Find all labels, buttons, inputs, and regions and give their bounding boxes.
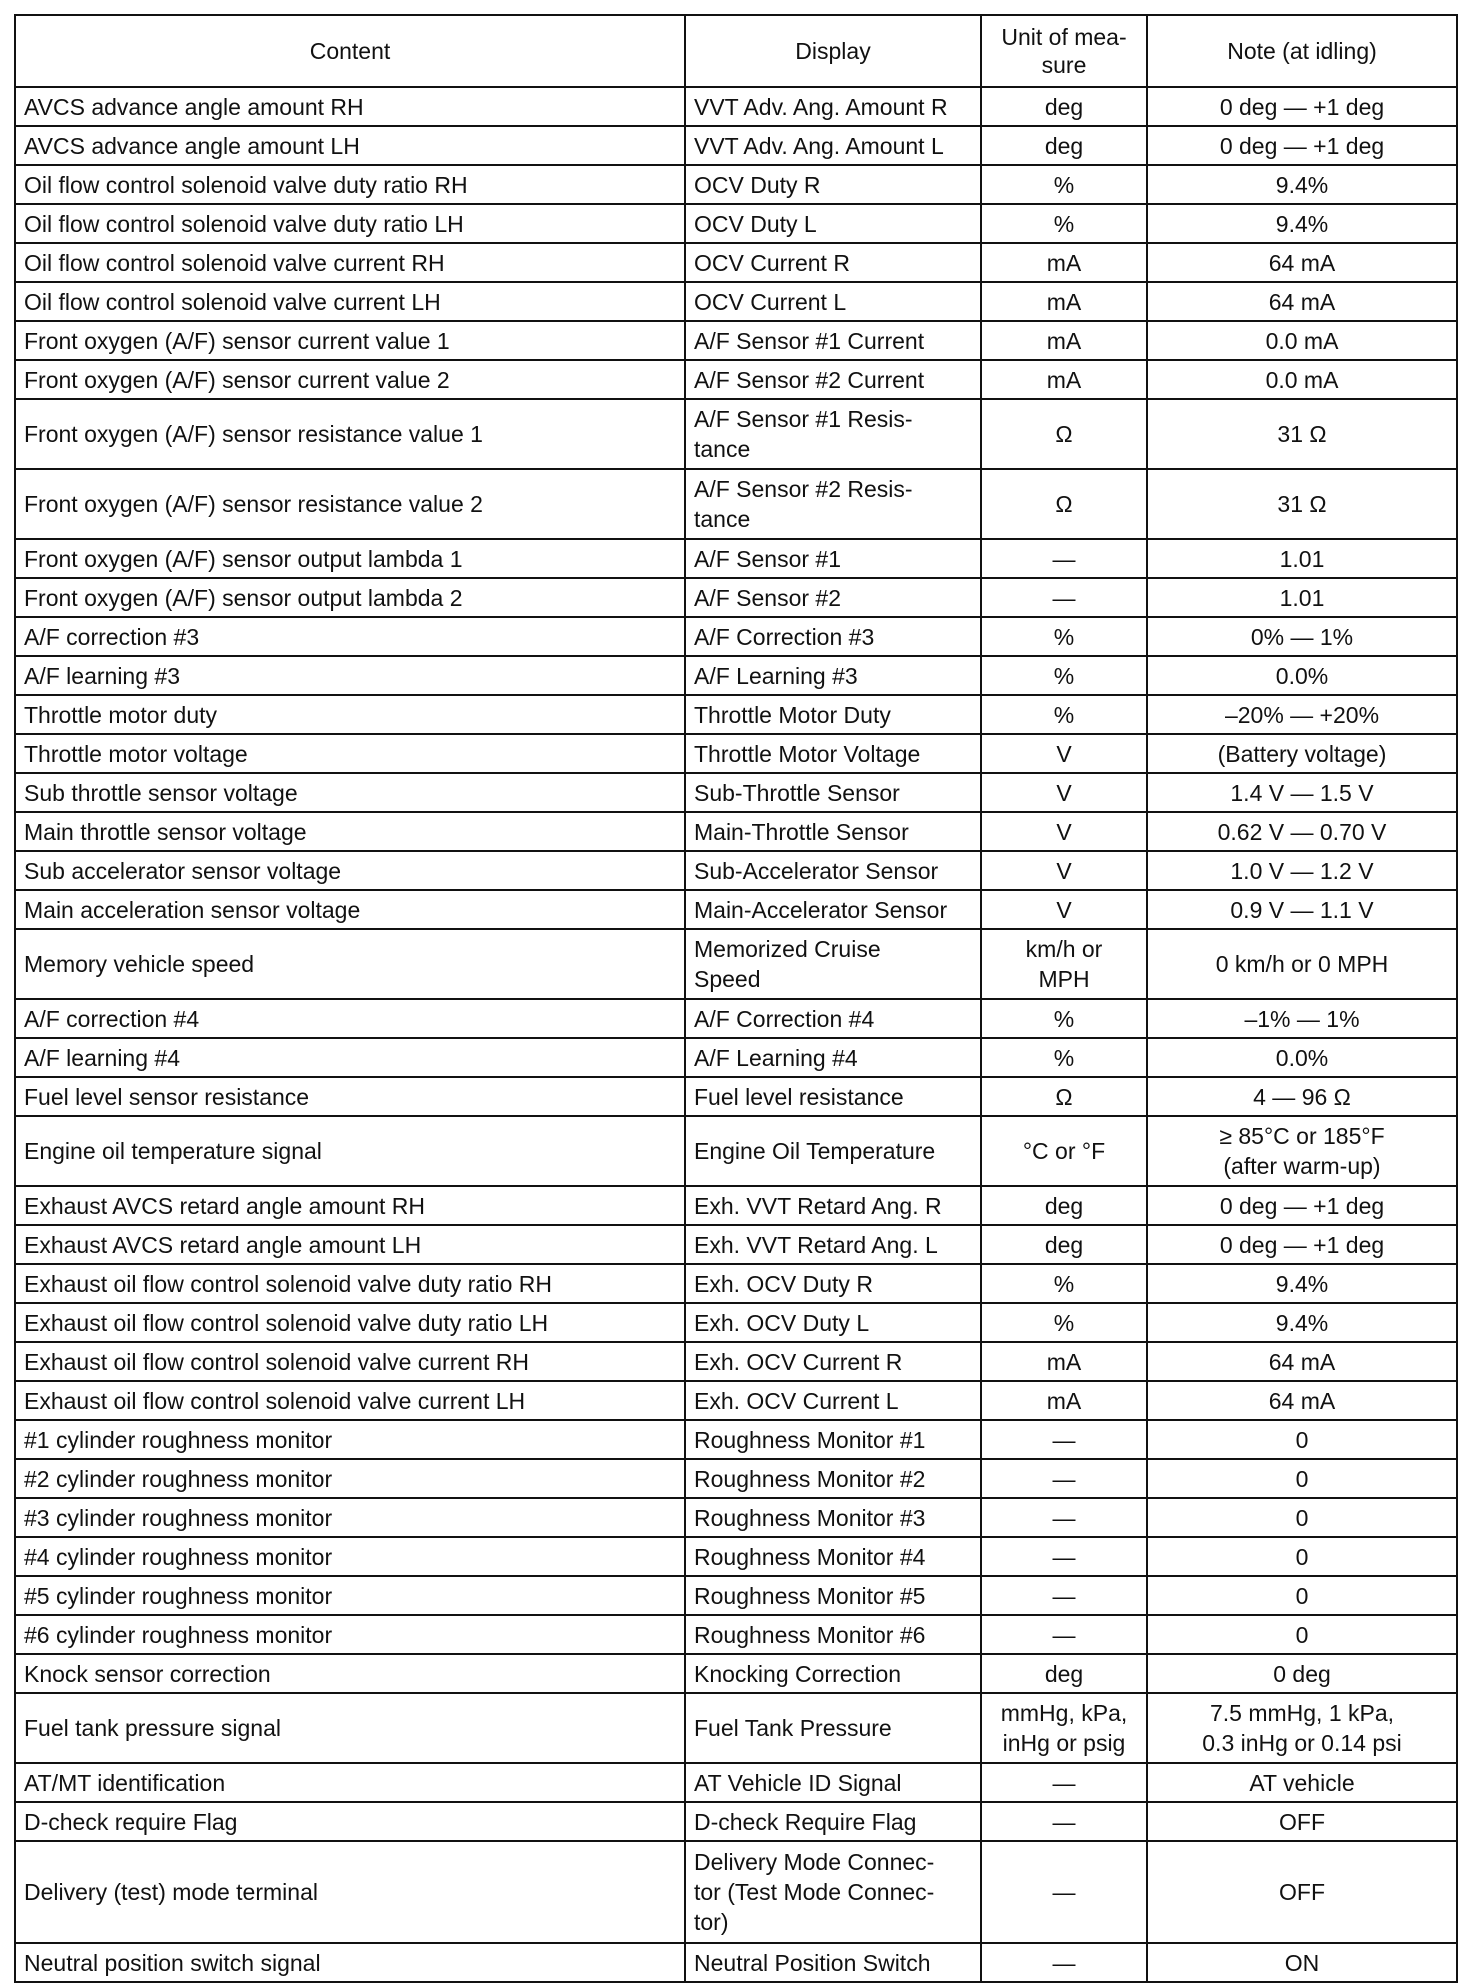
cell-note: 0: [1147, 1420, 1457, 1459]
cell-content: Throttle motor voltage: [15, 734, 685, 773]
cell-note: 0.9 V — 1.1 V: [1147, 890, 1457, 929]
cell-unit: %: [981, 656, 1147, 695]
cell-unit: —: [981, 1498, 1147, 1537]
cell-display: OCV Current L: [685, 282, 981, 321]
cell-display: Exh. VVT Retard Ang. R: [685, 1186, 981, 1225]
cell-display: A/F Sensor #1 Current: [685, 321, 981, 360]
cell-note: 9.4%: [1147, 165, 1457, 204]
cell-note: 7.5 mmHg, 1 kPa, 0.3 inHg or 0.14 psi: [1147, 1693, 1457, 1763]
cell-note: 31 Ω: [1147, 469, 1457, 539]
cell-note: 0: [1147, 1537, 1457, 1576]
cell-content: Memory vehicle speed: [15, 929, 685, 999]
table-row: [15, 1186, 1457, 1225]
table-row: [15, 1459, 1457, 1498]
cell-unit: —: [981, 578, 1147, 617]
table-row: [15, 578, 1457, 617]
column-header-unit: Unit of mea- sure: [981, 15, 1147, 87]
table-row: [15, 1576, 1457, 1615]
table-row: [15, 1420, 1457, 1459]
table-row: [15, 929, 1457, 999]
cell-display: A/F Sensor #2 Resis- tance: [685, 469, 981, 539]
cell-display: OCV Duty L: [685, 204, 981, 243]
cell-unit: deg: [981, 126, 1147, 165]
cell-display: Exh. OCV Duty L: [685, 1303, 981, 1342]
cell-content: AT/MT identification: [15, 1763, 685, 1802]
table-row: [15, 734, 1457, 773]
cell-unit: —: [981, 1420, 1147, 1459]
cell-content: Neutral position switch signal: [15, 1943, 685, 1982]
cell-display: A/F Correction #4: [685, 999, 981, 1038]
cell-note: 1.4 V — 1.5 V: [1147, 773, 1457, 812]
cell-content: Exhaust oil flow control solenoid valve duty ratio RH: [15, 1264, 685, 1303]
table-row: [15, 617, 1457, 656]
column-header-display: Display: [685, 15, 981, 87]
cell-note: (Battery voltage): [1147, 734, 1457, 773]
cell-unit: V: [981, 890, 1147, 929]
cell-unit: mA: [981, 360, 1147, 399]
cell-unit: —: [981, 1459, 1147, 1498]
cell-display: Roughness Monitor #4: [685, 1537, 981, 1576]
cell-unit: mA: [981, 321, 1147, 360]
cell-unit: deg: [981, 1186, 1147, 1225]
cell-note: 1.0 V — 1.2 V: [1147, 851, 1457, 890]
cell-unit: Ω: [981, 1077, 1147, 1116]
table-row: [15, 243, 1457, 282]
cell-content: Main throttle sensor voltage: [15, 812, 685, 851]
cell-unit: %: [981, 999, 1147, 1038]
cell-display: Knocking Correction: [685, 1654, 981, 1693]
table-row: [15, 1342, 1457, 1381]
cell-content: Throttle motor duty: [15, 695, 685, 734]
cell-display: A/F Learning #3: [685, 656, 981, 695]
cell-content: Main acceleration sensor voltage: [15, 890, 685, 929]
cell-content: Front oxygen (A/F) sensor resistance value 2: [15, 469, 685, 539]
cell-display: A/F Learning #4: [685, 1038, 981, 1077]
cell-unit: —: [981, 539, 1147, 578]
cell-display: AT Vehicle ID Signal: [685, 1763, 981, 1802]
cell-display: A/F Correction #3: [685, 617, 981, 656]
cell-note: 0: [1147, 1576, 1457, 1615]
cell-note: 1.01: [1147, 578, 1457, 617]
cell-unit: mA: [981, 282, 1147, 321]
cell-display: Exh. OCV Current L: [685, 1381, 981, 1420]
cell-content: A/F correction #3: [15, 617, 685, 656]
table-row: [15, 282, 1457, 321]
table-row: [15, 656, 1457, 695]
cell-unit: —: [981, 1802, 1147, 1841]
cell-content: Front oxygen (A/F) sensor current value 2: [15, 360, 685, 399]
table-row: [15, 1381, 1457, 1420]
cell-unit: —: [981, 1763, 1147, 1802]
cell-display: Main-Accelerator Sensor: [685, 890, 981, 929]
cell-unit: mA: [981, 1381, 1147, 1420]
cell-unit: mmHg, kPa, inHg or psig: [981, 1693, 1147, 1763]
cell-note: 9.4%: [1147, 1264, 1457, 1303]
cell-note: 0: [1147, 1498, 1457, 1537]
table-row: [15, 399, 1457, 469]
spec-table-page: [14, 14, 1456, 1983]
table-row: [15, 126, 1457, 165]
cell-unit: deg: [981, 1654, 1147, 1693]
cell-note: 9.4%: [1147, 1303, 1457, 1342]
cell-content: Front oxygen (A/F) sensor resistance value 1: [15, 399, 685, 469]
table-row: [15, 999, 1457, 1038]
cell-unit: %: [981, 695, 1147, 734]
cell-content: #4 cylinder roughness monitor: [15, 1537, 685, 1576]
cell-note: OFF: [1147, 1802, 1457, 1841]
table-row: [15, 1303, 1457, 1342]
cell-note: 1.01: [1147, 539, 1457, 578]
cell-unit: %: [981, 165, 1147, 204]
table-body: [15, 87, 1457, 1982]
cell-note: 0% — 1%: [1147, 617, 1457, 656]
cell-content: Exhaust oil flow control solenoid valve current RH: [15, 1342, 685, 1381]
cell-note: 4 — 96 Ω: [1147, 1077, 1457, 1116]
cell-unit: deg: [981, 87, 1147, 126]
cell-content: #2 cylinder roughness monitor: [15, 1459, 685, 1498]
cell-content: Exhaust oil flow control solenoid valve duty ratio LH: [15, 1303, 685, 1342]
cell-display: Roughness Monitor #1: [685, 1420, 981, 1459]
cell-content: Engine oil temperature signal: [15, 1116, 685, 1186]
cell-content: Exhaust oil flow control solenoid valve current LH: [15, 1381, 685, 1420]
cell-content: #3 cylinder roughness monitor: [15, 1498, 685, 1537]
cell-content: #6 cylinder roughness monitor: [15, 1615, 685, 1654]
table-row: [15, 1116, 1457, 1186]
cell-note: 0 deg — +1 deg: [1147, 1186, 1457, 1225]
cell-content: D-check require Flag: [15, 1802, 685, 1841]
table-row: [15, 469, 1457, 539]
table-row: [15, 851, 1457, 890]
cell-unit: V: [981, 734, 1147, 773]
cell-note: 0 deg — +1 deg: [1147, 1225, 1457, 1264]
cell-note: 64 mA: [1147, 1342, 1457, 1381]
cell-display: Throttle Motor Duty: [685, 695, 981, 734]
table-row: [15, 165, 1457, 204]
cell-content: Front oxygen (A/F) sensor output lambda 1: [15, 539, 685, 578]
table-row: [15, 360, 1457, 399]
cell-note: 0: [1147, 1615, 1457, 1654]
table-row: [15, 321, 1457, 360]
cell-unit: %: [981, 1264, 1147, 1303]
cell-content: Exhaust AVCS retard angle amount LH: [15, 1225, 685, 1264]
cell-content: Delivery (test) mode terminal: [15, 1841, 685, 1943]
column-header-note: Note (at idling): [1147, 15, 1457, 87]
cell-display: A/F Sensor #2 Current: [685, 360, 981, 399]
cell-note: 31 Ω: [1147, 399, 1457, 469]
table-row: [15, 1841, 1457, 1943]
cell-content: Oil flow control solenoid valve duty ratio LH: [15, 204, 685, 243]
cell-display: Sub-Throttle Sensor: [685, 773, 981, 812]
table-row: [15, 1654, 1457, 1693]
table-header-row: [15, 15, 1457, 87]
cell-note: 0.0 mA: [1147, 360, 1457, 399]
cell-display: Sub-Accelerator Sensor: [685, 851, 981, 890]
cell-note: 9.4%: [1147, 204, 1457, 243]
table-row: [15, 812, 1457, 851]
cell-unit: V: [981, 773, 1147, 812]
cell-note: 0 deg: [1147, 1654, 1457, 1693]
cell-note: 64 mA: [1147, 1381, 1457, 1420]
data-monitor-table: [14, 14, 1458, 1983]
cell-display: OCV Current R: [685, 243, 981, 282]
cell-content: Knock sensor correction: [15, 1654, 685, 1693]
table-row: [15, 1537, 1457, 1576]
cell-unit: —: [981, 1943, 1147, 1982]
cell-display: VVT Adv. Ang. Amount L: [685, 126, 981, 165]
cell-note: 0 km/h or 0 MPH: [1147, 929, 1457, 999]
cell-content: A/F learning #3: [15, 656, 685, 695]
cell-content: #1 cylinder roughness monitor: [15, 1420, 685, 1459]
table-row: [15, 1077, 1457, 1116]
cell-note: 0 deg — +1 deg: [1147, 126, 1457, 165]
cell-unit: %: [981, 1303, 1147, 1342]
cell-display: Fuel Tank Pressure: [685, 1693, 981, 1763]
cell-content: Oil flow control solenoid valve duty ratio RH: [15, 165, 685, 204]
cell-unit: —: [981, 1537, 1147, 1576]
cell-unit: km/h or MPH: [981, 929, 1147, 999]
cell-note: AT vehicle: [1147, 1763, 1457, 1802]
cell-display: Exh. OCV Duty R: [685, 1264, 981, 1303]
cell-display: Main-Throttle Sensor: [685, 812, 981, 851]
cell-content: #5 cylinder roughness monitor: [15, 1576, 685, 1615]
cell-note: OFF: [1147, 1841, 1457, 1943]
cell-unit: %: [981, 1038, 1147, 1077]
cell-display: A/F Sensor #2: [685, 578, 981, 617]
cell-unit: —: [981, 1615, 1147, 1654]
cell-unit: %: [981, 204, 1147, 243]
cell-content: Oil flow control solenoid valve current RH: [15, 243, 685, 282]
table-row: [15, 1763, 1457, 1802]
cell-display: A/F Sensor #1: [685, 539, 981, 578]
cell-display: Roughness Monitor #2: [685, 1459, 981, 1498]
cell-content: Exhaust AVCS retard angle amount RH: [15, 1186, 685, 1225]
cell-unit: V: [981, 851, 1147, 890]
cell-note: 0 deg — +1 deg: [1147, 87, 1457, 126]
cell-content: Front oxygen (A/F) sensor output lambda 2: [15, 578, 685, 617]
table-row: [15, 1038, 1457, 1077]
table-row: [15, 1498, 1457, 1537]
cell-unit: mA: [981, 243, 1147, 282]
cell-content: Sub throttle sensor voltage: [15, 773, 685, 812]
cell-display: D-check Require Flag: [685, 1802, 981, 1841]
cell-unit: deg: [981, 1225, 1147, 1264]
cell-display: A/F Sensor #1 Resis- tance: [685, 399, 981, 469]
cell-content: Fuel level sensor resistance: [15, 1077, 685, 1116]
table-row: [15, 204, 1457, 243]
table-row: [15, 1225, 1457, 1264]
cell-display: Neutral Position Switch: [685, 1943, 981, 1982]
cell-note: ON: [1147, 1943, 1457, 1982]
cell-content: Front oxygen (A/F) sensor current value 1: [15, 321, 685, 360]
cell-unit: —: [981, 1576, 1147, 1615]
cell-content: A/F correction #4: [15, 999, 685, 1038]
cell-unit: °C or °F: [981, 1116, 1147, 1186]
cell-unit: —: [981, 1841, 1147, 1943]
table-row: [15, 890, 1457, 929]
table-row: [15, 773, 1457, 812]
cell-unit: V: [981, 812, 1147, 851]
cell-note: 0.62 V — 0.70 V: [1147, 812, 1457, 851]
table-row: [15, 87, 1457, 126]
cell-content: A/F learning #4: [15, 1038, 685, 1077]
table-row: [15, 695, 1457, 734]
cell-display: Exh. VVT Retard Ang. L: [685, 1225, 981, 1264]
table-row: [15, 1264, 1457, 1303]
cell-content: AVCS advance angle amount LH: [15, 126, 685, 165]
cell-unit: Ω: [981, 399, 1147, 469]
cell-note: 0.0%: [1147, 656, 1457, 695]
cell-display: Exh. OCV Current R: [685, 1342, 981, 1381]
cell-display: Memorized Cruise Speed: [685, 929, 981, 999]
cell-unit: Ω: [981, 469, 1147, 539]
table-row: [15, 1615, 1457, 1654]
cell-display: Roughness Monitor #3: [685, 1498, 981, 1537]
cell-display: Fuel level resistance: [685, 1077, 981, 1116]
cell-note: 64 mA: [1147, 282, 1457, 321]
cell-content: Oil flow control solenoid valve current LH: [15, 282, 685, 321]
cell-note: 0.0 mA: [1147, 321, 1457, 360]
table-row: [15, 539, 1457, 578]
cell-note: 0: [1147, 1459, 1457, 1498]
cell-display: Engine Oil Temperature: [685, 1116, 981, 1186]
cell-display: Throttle Motor Voltage: [685, 734, 981, 773]
cell-note: 64 mA: [1147, 243, 1457, 282]
cell-unit: mA: [981, 1342, 1147, 1381]
cell-unit: %: [981, 617, 1147, 656]
column-header-content: Content: [15, 15, 685, 87]
cell-display: VVT Adv. Ang. Amount R: [685, 87, 981, 126]
cell-display: Roughness Monitor #6: [685, 1615, 981, 1654]
table-row: [15, 1943, 1457, 1982]
table-row: [15, 1802, 1457, 1841]
cell-note: ≥ 85°C or 185°F (after warm-up): [1147, 1116, 1457, 1186]
cell-note: –1% — 1%: [1147, 999, 1457, 1038]
cell-note: –20% — +20%: [1147, 695, 1457, 734]
cell-display: Roughness Monitor #5: [685, 1576, 981, 1615]
table-row: [15, 1693, 1457, 1763]
cell-display: OCV Duty R: [685, 165, 981, 204]
cell-content: AVCS advance angle amount RH: [15, 87, 685, 126]
cell-content: Sub accelerator sensor voltage: [15, 851, 685, 890]
cell-content: Fuel tank pressure signal: [15, 1693, 685, 1763]
cell-note: 0.0%: [1147, 1038, 1457, 1077]
cell-display: Delivery Mode Connec- tor (Test Mode Connec- tor): [685, 1841, 981, 1943]
